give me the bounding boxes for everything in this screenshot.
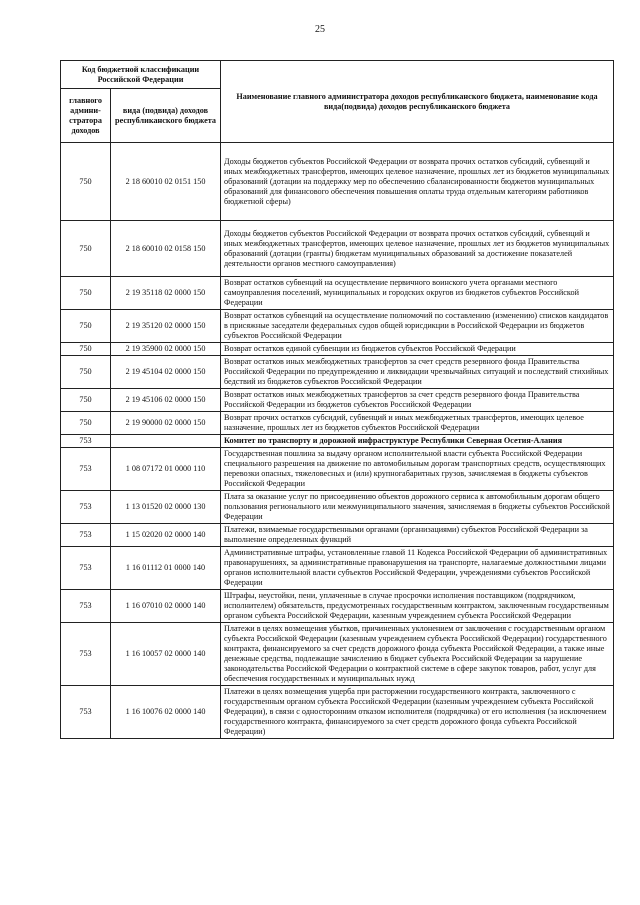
admin-code: 750: [61, 389, 111, 412]
table-row: [61, 277, 614, 310]
income-code: 1 16 10057 02 0000 140: [111, 623, 221, 686]
admin-code: 753: [61, 547, 111, 590]
income-code: 2 19 45106 02 0000 150: [111, 389, 221, 412]
income-name: Возврат остатков единой субвенции из бюджетов субъектов Российской Федерации: [221, 343, 614, 356]
admin-code: 750: [61, 412, 111, 435]
table-row: [61, 524, 614, 547]
admin-code: 750: [61, 277, 111, 310]
income-code: 1 08 07172 01 0000 110: [111, 448, 221, 491]
income-code: 1 16 10076 02 0000 140: [111, 686, 221, 739]
admin-code: 750: [61, 356, 111, 389]
table-row: [61, 310, 614, 343]
income-code: 2 19 45104 02 0000 150: [111, 356, 221, 389]
header-admin-column: главного админи-стратора доходов: [61, 89, 111, 143]
income-code: 1 16 01112 01 0000 140: [111, 547, 221, 590]
income-code: 2 19 90000 02 0000 150: [111, 412, 221, 435]
table-row: [61, 686, 614, 739]
admin-code: 753: [61, 623, 111, 686]
page-number: 25: [315, 24, 325, 35]
income-name: Плата за оказание услуг по присоединению объектов дорожного сервиса к автомобильным дорогам общего пользования регионального или межмуниципального значения, зачисляемая в бюджеты субъектов Российской Федерации: [221, 491, 614, 524]
income-code: 1 13 01520 02 0000 130: [111, 491, 221, 524]
admin-code: 750: [61, 343, 111, 356]
income-code: 2 19 35120 02 0000 150: [111, 310, 221, 343]
income-name: Платежи в целях возмещения убытков, причиненных уклонением от заключения с государственным органом субъекта Российской Федерации (казенным учреждением субъекта Российской Федерации) государственного контракта, финансируемого за счет средств дорожного фонда субъекта Российской Федерации, а также иные денежные средства, подлежащие зачислению в бюджет субъекта Российской Федерации за нарушение законодательства Российской Федерации о контрактной системе в сфере закупок товаров, работ, услуг для обеспечения государственных и муниципальных нужд: [221, 623, 614, 686]
admin-code: 750: [61, 221, 111, 277]
table-row: [61, 412, 614, 435]
income-name: Возврат прочих остатков субсидий, субвенций и иных межбюджетных трансфертов, имеющих целевое назначение, прошлых лет из бюджетов субъектов Российской Федерации: [221, 412, 614, 435]
table-row: [61, 491, 614, 524]
admin-code: 753: [61, 448, 111, 491]
income-name: Доходы бюджетов субъектов Российской Федерации от возврата прочих остатков субсидий, субвенций и иных межбюджетных трансфертов, имеющих целевое назначение, прошлых лет из бюджетов муниципальных образований (дотации (гранты) бюджетам муниципальных образований за достижение показателей деятельности органов местного самоуправления): [221, 221, 614, 277]
income-name: Штрафы, неустойки, пени, уплаченные в случае просрочки исполнения поставщиком (подрядчиком, исполнителем) обязательств, предусмотренных государственным контрактом, заключенным государственным органом субъекта Российской Федерации, казенным учреждением субъекта Российской Федерации: [221, 590, 614, 623]
income-name: Административные штрафы, установленные главой 11 Кодекса Российской Федерации об административных правонарушениях, за административные правонарушения на транспорте, налагаемые должностными лицами органов исполнительной власти субъектов Российской Федерации, учреждениями субъектов Российской Федерации: [221, 547, 614, 590]
table-row: [61, 143, 614, 221]
income-name: Доходы бюджетов субъектов Российской Федерации от возврата прочих остатков субсидий, субвенций и иных межбюджетных трансфертов, имеющих целевое назначение, прошлых лет из бюджетов муниципальных образований (дотации на поддержку мер по обеспечению сбалансированности бюджетов муниципальных образований для финансового обеспечения повышения оплаты труда отдельным категориям работников бюджетной сферы): [221, 143, 614, 221]
income-code: 1 15 02020 02 0000 140: [111, 524, 221, 547]
income-code: 2 18 60010 02 0151 150: [111, 143, 221, 221]
income-name: Возврат остатков субвенций на осуществление первичного воинского учета органами местного самоуправления поселений, муниципальных и городских округов из бюджетов субъектов Российской Федерации: [221, 277, 614, 310]
table-row: [61, 448, 614, 491]
header-group-title: Код бюджетной классификации Российской Федерации: [61, 61, 221, 89]
admin-code: 753: [61, 491, 111, 524]
budget-classification-table: [60, 60, 614, 739]
income-name: Возврат остатков иных межбюджетных трансфертов за счет средств резервного фонда Правительства Российской Федерации по предупреждению и ликвидации чрезвычайных ситуаций и последствий стихийных бедствий из бюджетов субъектов Российской Федерации: [221, 356, 614, 389]
table-row-section: [61, 435, 614, 448]
admin-code: 753: [61, 686, 111, 739]
income-code: 2 18 60010 02 0158 150: [111, 221, 221, 277]
income-code: 2 19 35118 02 0000 150: [111, 277, 221, 310]
header-type-column: вида (подвида) доходов республиканского бюджета: [111, 89, 221, 143]
income-code: 1 16 07010 02 0000 140: [111, 590, 221, 623]
table-row: [61, 623, 614, 686]
admin-code: 753: [61, 435, 111, 448]
income-name: Возврат остатков иных межбюджетных трансфертов за счет средств резервного фонда Правительства Российской Федерации из бюджетов субъектов Российской Федерации: [221, 389, 614, 412]
table-row: [61, 590, 614, 623]
admin-code: 753: [61, 524, 111, 547]
table-row: [61, 389, 614, 412]
income-name: Возврат остатков субвенций на осуществление полномочий по составлению (изменению) списков кандидатов в присяжные заседатели федеральных судов общей юрисдикции в Российской Федерации из бюджетов субъектов Российской Федерации: [221, 310, 614, 343]
income-code: [111, 435, 221, 448]
income-name: Платежи, взимаемые государственными органами (организациями) субъектов Российской Федерации за выполнение определенных функций: [221, 524, 614, 547]
table-row: [61, 356, 614, 389]
table-row: [61, 547, 614, 590]
header-name-column: Наименование главного администратора доходов республиканского бюджета, наименование кода вида(подвида) доходов республиканского бюджета: [221, 61, 614, 143]
income-code: 2 19 35900 02 0000 150: [111, 343, 221, 356]
income-name: Платежи в целях возмещения ущерба при расторжении государственного контракта, заключенного с государственным органом субъекта Российской Федерации (казенным учреждением субъекта Российской Федерации), в связи с односторонним отказом исполнителя (подрядчика) от его исполнения (за исключением государственного контракта, финансируемого за счет средств дорожного фонда субъекта Российской Федерации): [221, 686, 614, 739]
administrator-name: Комитет по транспорту и дорожной инфраструктуре Республики Северная Осетия-Алания: [221, 435, 614, 448]
admin-code: 753: [61, 590, 111, 623]
table-row: [61, 221, 614, 277]
admin-code: 750: [61, 310, 111, 343]
admin-code: 750: [61, 143, 111, 221]
income-name: Государственная пошлина за выдачу органом исполнительной власти субъекта Российской Федерации специального разрешения на движение по автомобильным дорогам транспортных средств, осуществляющих перевозки опасных, тяжеловесных и (или) крупногабаритных грузов, зачисляемая в бюджеты субъектов Российской Федерации: [221, 448, 614, 491]
table-row: [61, 343, 614, 356]
